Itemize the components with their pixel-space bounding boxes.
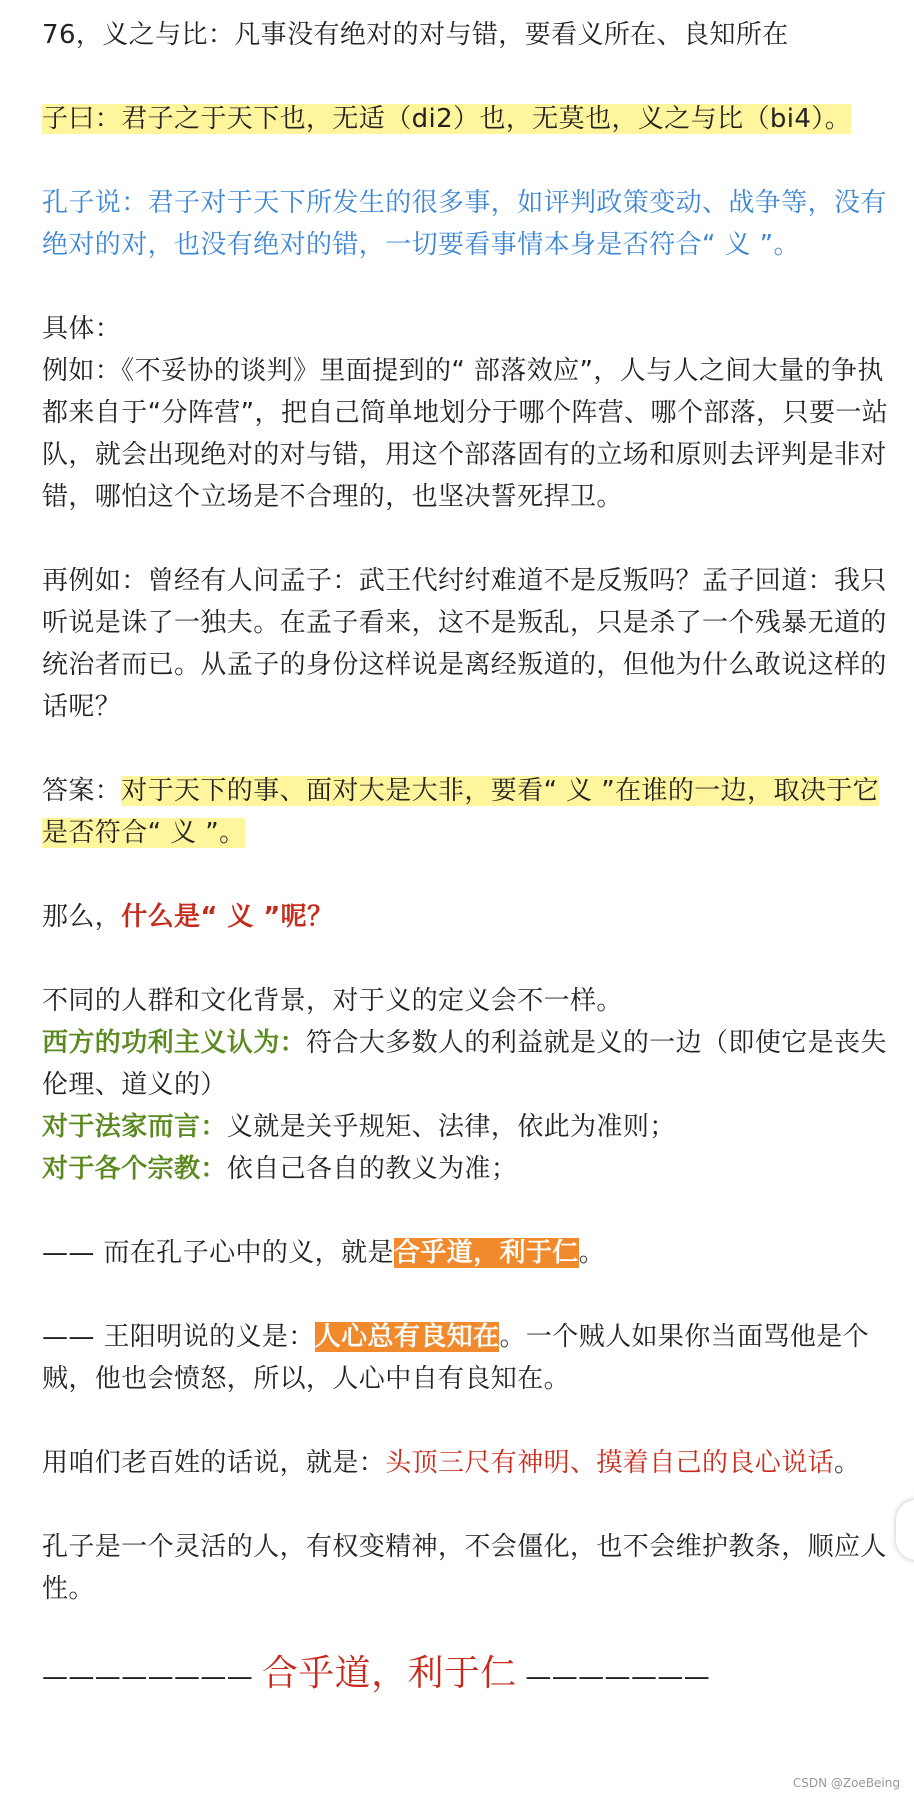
closing-paragraph: 孔子是一个灵活的人，有权变精神，不会僵化，也不会维护教条，顺应人性。: [42, 1532, 887, 1604]
wangyangming-highlight: 人心总有良知在: [314, 1322, 500, 1352]
definitions-intro: 不同的人群和文化背景，对于义的定义会不一样。: [42, 986, 623, 1016]
confucius-prefix: —— 而在孔子心中的义，就是: [42, 1238, 394, 1268]
final-line: [42, 1652, 894, 1699]
definition-text: 义就是关乎规矩、法律，依此为准则；: [226, 1112, 676, 1142]
definition-label: 西方的功利主义认为：: [42, 1028, 307, 1058]
definition-label: 对于各个宗教：: [42, 1154, 227, 1184]
answer-highlight: 对于天下的事、面对大是大非，要看“ 义 ”在谁的一边，取决于它是否符合“ 义 ”。: [42, 776, 880, 848]
confucius-highlight: 合乎道，利于仁: [393, 1238, 579, 1268]
common-saying-highlight: 头顶三尺有神明、摸着自己的良心说话: [385, 1448, 835, 1478]
confucius-suffix: 。: [578, 1238, 606, 1268]
confucius-quote: [42, 98, 894, 140]
definition-label: 对于法家而言：: [42, 1112, 227, 1142]
spacer: [42, 1484, 894, 1526]
article-body: [42, 0, 894, 1699]
wangyangming-suffix: 。一个贼人如果你当面骂他是个贼，他也会愤怒，所以，人心中自有良知在。: [42, 1322, 870, 1394]
question-paragraph: [42, 896, 894, 938]
watermark: CSDN @ZoeBeing: [792, 1776, 900, 1790]
quote-highlight: 子曰：君子之于天下也，无适（di2）也，无莫也，义之与比（bi4）。: [42, 104, 852, 134]
definition-text: 符合大多数人的利益就是义的一边（即使它是丧失伦理、道义的）: [42, 1028, 887, 1100]
concrete-label: 具体：: [42, 314, 122, 344]
spacer: [42, 266, 894, 308]
final-line-right: ———————: [525, 1662, 711, 1692]
answer-label: 答案：: [42, 776, 122, 806]
final-line-left: ————————: [42, 1662, 254, 1692]
definition-utilitarianism: [42, 1022, 894, 1106]
question-highlight: 什么是“ 义 ”呢？: [121, 902, 334, 932]
spacer: [42, 1400, 894, 1442]
spacer: [42, 1190, 894, 1232]
spacer: [42, 140, 894, 182]
definition-legalism: [42, 1106, 894, 1148]
question-prefix: 那么，: [42, 902, 122, 932]
spacer: [42, 854, 894, 896]
example-tribal-effect: 例如：《不妥协的谈判》里面提到的“ 部落效应”，人与人之间大量的争执都来自于“分阵营”，把自己简单地划分于哪个阵营、哪个部落，只要一站队，就会出现绝对的对与错，用这个部落固有的立场和原则去评判是非对错，哪怕这个立场是不合理的，也坚决誓死捍卫。: [42, 356, 889, 512]
wangyangming-yi: [42, 1316, 894, 1400]
definition-religion: [42, 1148, 894, 1190]
answer-paragraph: [42, 770, 894, 854]
example-mencius: 再例如：曾经有人问孟子：武王代纣纣难道不是反叛吗？孟子回道：我只听说是诛了一独夫。在孟子看来，这不是叛乱，只是杀了一个残暴无道的统治者而已。从孟子的身份这样说是离经叛道的，但他为什么敢说这样的话呢？: [42, 566, 887, 722]
spacer: [42, 728, 894, 770]
common-saying-suffix: 。: [834, 1448, 861, 1478]
quote-interpretation: 孔子说：君子对于天下所发生的很多事，如评判政策变动、战争等，没有绝对的对，也没有绝对的错，一切要看事情本身是否符合“ 义 ”。: [42, 188, 887, 260]
confucius-yi: [42, 1232, 894, 1274]
spacer: [42, 518, 894, 560]
floating-scroll-handle[interactable]: [896, 1500, 914, 1560]
spacer: [42, 1610, 894, 1652]
common-saying: [42, 1442, 894, 1484]
article-title: 76，义之与比：凡事没有绝对的对与错，要看义所在、良知所在: [42, 20, 789, 50]
spacer: [42, 56, 894, 98]
wangyangming-prefix: —— 王阳明说的义是：: [42, 1322, 315, 1352]
final-line-center: 合乎道，利于仁: [261, 1653, 517, 1694]
common-saying-prefix: 用咱们老百姓的话说，就是：: [42, 1448, 386, 1478]
definition-text: 依自己各自的教义为准；: [226, 1154, 518, 1184]
spacer: [42, 938, 894, 980]
spacer: [42, 1274, 894, 1316]
